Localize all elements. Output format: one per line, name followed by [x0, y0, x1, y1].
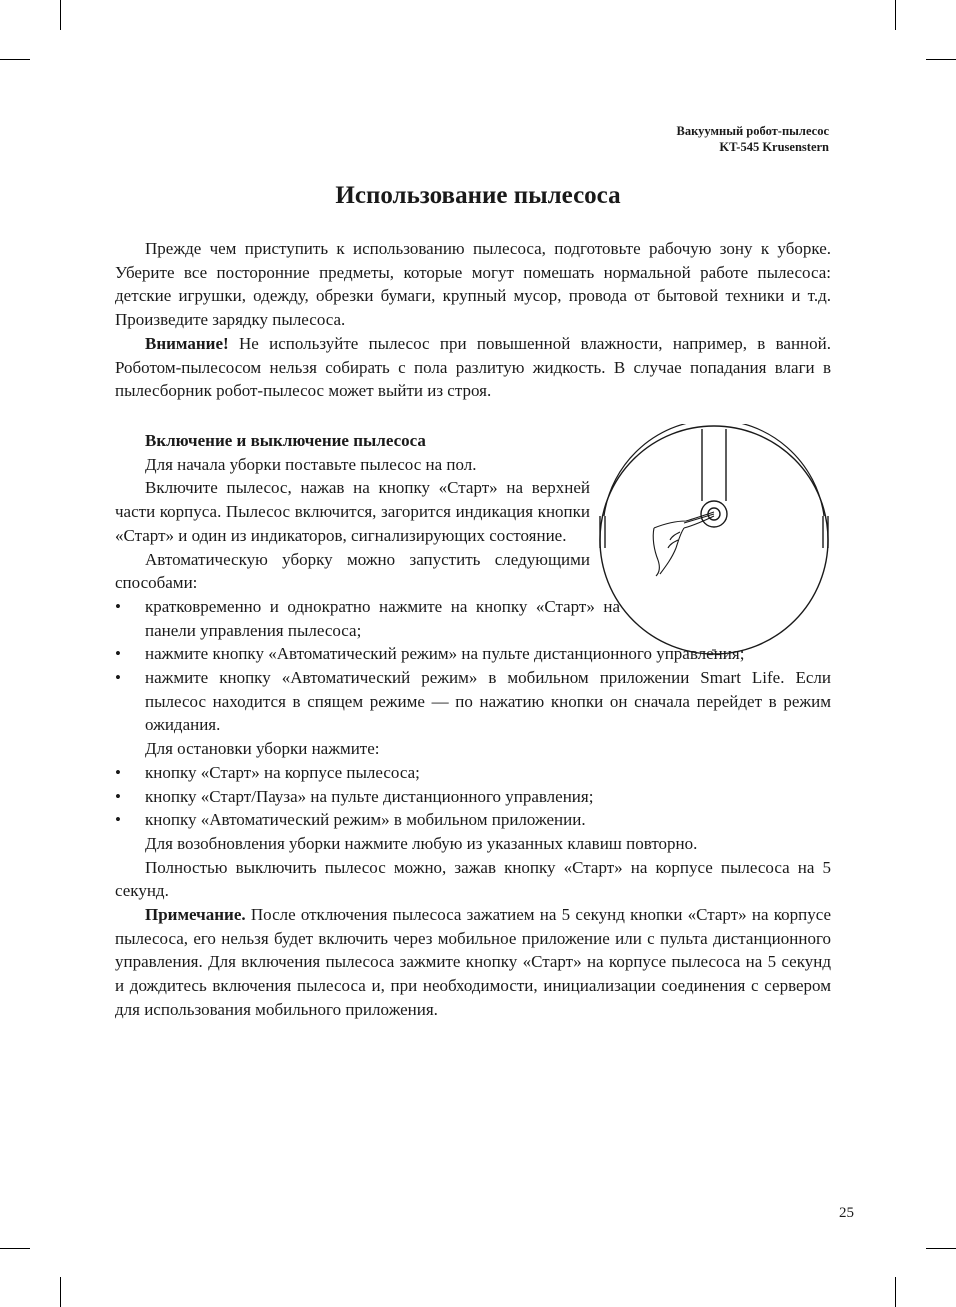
vacuum-top-panel-icon: [702, 429, 726, 501]
warning-paragraph: [115, 332, 831, 403]
list-item: • нажмите кнопку «Автоматический режим» на пульте дистанционного управления;: [115, 642, 831, 666]
warning-text: Не используйте пылесос при повышенной влажности, например, в ванной. Роботом-пылесосом нельзя собирать с пола разлитую жидкость. В случае попадания влаги в пылесборник робот-пылесос может выйти из строя.: [115, 333, 831, 401]
crop-mark: [926, 59, 956, 60]
section-paragraph-3: Автоматическую уборку можно запустить следующими способами:: [115, 549, 590, 593]
section-paragraph-1: Для начала уборки поставьте пылесос на пол.: [145, 454, 477, 474]
crop-mark: [895, 1277, 896, 1307]
header-line-2: KT-545 Krusenstern: [719, 140, 829, 154]
hand-pointer-icon: [653, 512, 714, 576]
section-heading: Включение и выключение пылесоса: [145, 431, 426, 450]
crop-mark: [60, 0, 61, 30]
page-title: Использование пылесоса: [335, 182, 621, 209]
resume-paragraph: Для возобновления уборки нажмите любую из указанных клавиш повторно.: [145, 833, 698, 853]
intro-block: [115, 237, 831, 403]
stop-intro: Для остановки уборки нажмите:: [145, 739, 380, 759]
poweroff-paragraph: Полностью выключить пылесос можно, зажав кнопку «Старт» на корпусе пылесоса на 5 секунд.: [115, 857, 831, 901]
crop-mark: [60, 1277, 61, 1307]
vacuum-outer-body-icon: [600, 426, 828, 654]
crop-mark: [0, 1248, 30, 1249]
list-item: • нажмите кнопку «Автоматический режим» в мобильном приложении Smart Life. Если пылесос находится в спящем режиме — по нажатию кнопки он сначала перейдет в режим ожидания.: [115, 666, 831, 737]
note-paragraph: [115, 903, 831, 1022]
intro-paragraph: Прежде чем приступить к использованию пылесоса, подготовьте рабочую зону к уборке. Уберите все посторонние предметы, которые могут помешать нормальной работе пылесоса: детские игрушки, одежду, обрезки бумаги, крупный мусор, провода от бытовой техники и т.д. Произведите зарядку пылесоса.: [115, 239, 831, 330]
list-item: • кратковременно и однократно нажмите на кнопку «Старт» на панели управления пылесоса;: [115, 595, 620, 642]
list-item: • кнопку «Старт» на корпусе пылесоса;: [115, 761, 831, 785]
list-item: • кнопку «Старт/Пауза» на пульте дистанционного управления;: [115, 785, 831, 809]
page-number: 25: [839, 1205, 854, 1221]
crop-mark: [926, 1248, 956, 1249]
vacuum-bumper-icon: [604, 424, 824, 516]
warning-label: Внимание!: [145, 333, 229, 353]
crop-mark: [895, 0, 896, 30]
vacuum-start-button-illustration: [596, 424, 832, 656]
header-line-1: Вакуумный робот-пылесос: [676, 124, 829, 138]
list-item: • кнопку «Автоматический режим» в мобильном приложении.: [115, 808, 831, 832]
section-paragraph-2: Включите пылесос, нажав на кнопку «Старт» на верхней части корпуса. Пылесос включится, загорится индикация кнопки «Старт» и один из индикаторов, сигнализирующих состояние.: [115, 478, 590, 545]
running-header: [677, 123, 829, 155]
note-text: После отключения пылесоса зажатием на 5 секунд кнопки «Старт» на корпусе пылесоса, его нельзя будет включить через мобильное приложение или с пульта дистанционного управления. Для включения пылесоса зажмите кнопку «Старт» на корпусе пылесоса на 5 секунд и дождитесь включения пылесоса и, при необходимости, инициализации соединения с сервером для использования мобильного приложения.: [115, 905, 831, 1019]
note-label: Примечание.: [145, 905, 246, 925]
crop-mark: [0, 59, 30, 60]
